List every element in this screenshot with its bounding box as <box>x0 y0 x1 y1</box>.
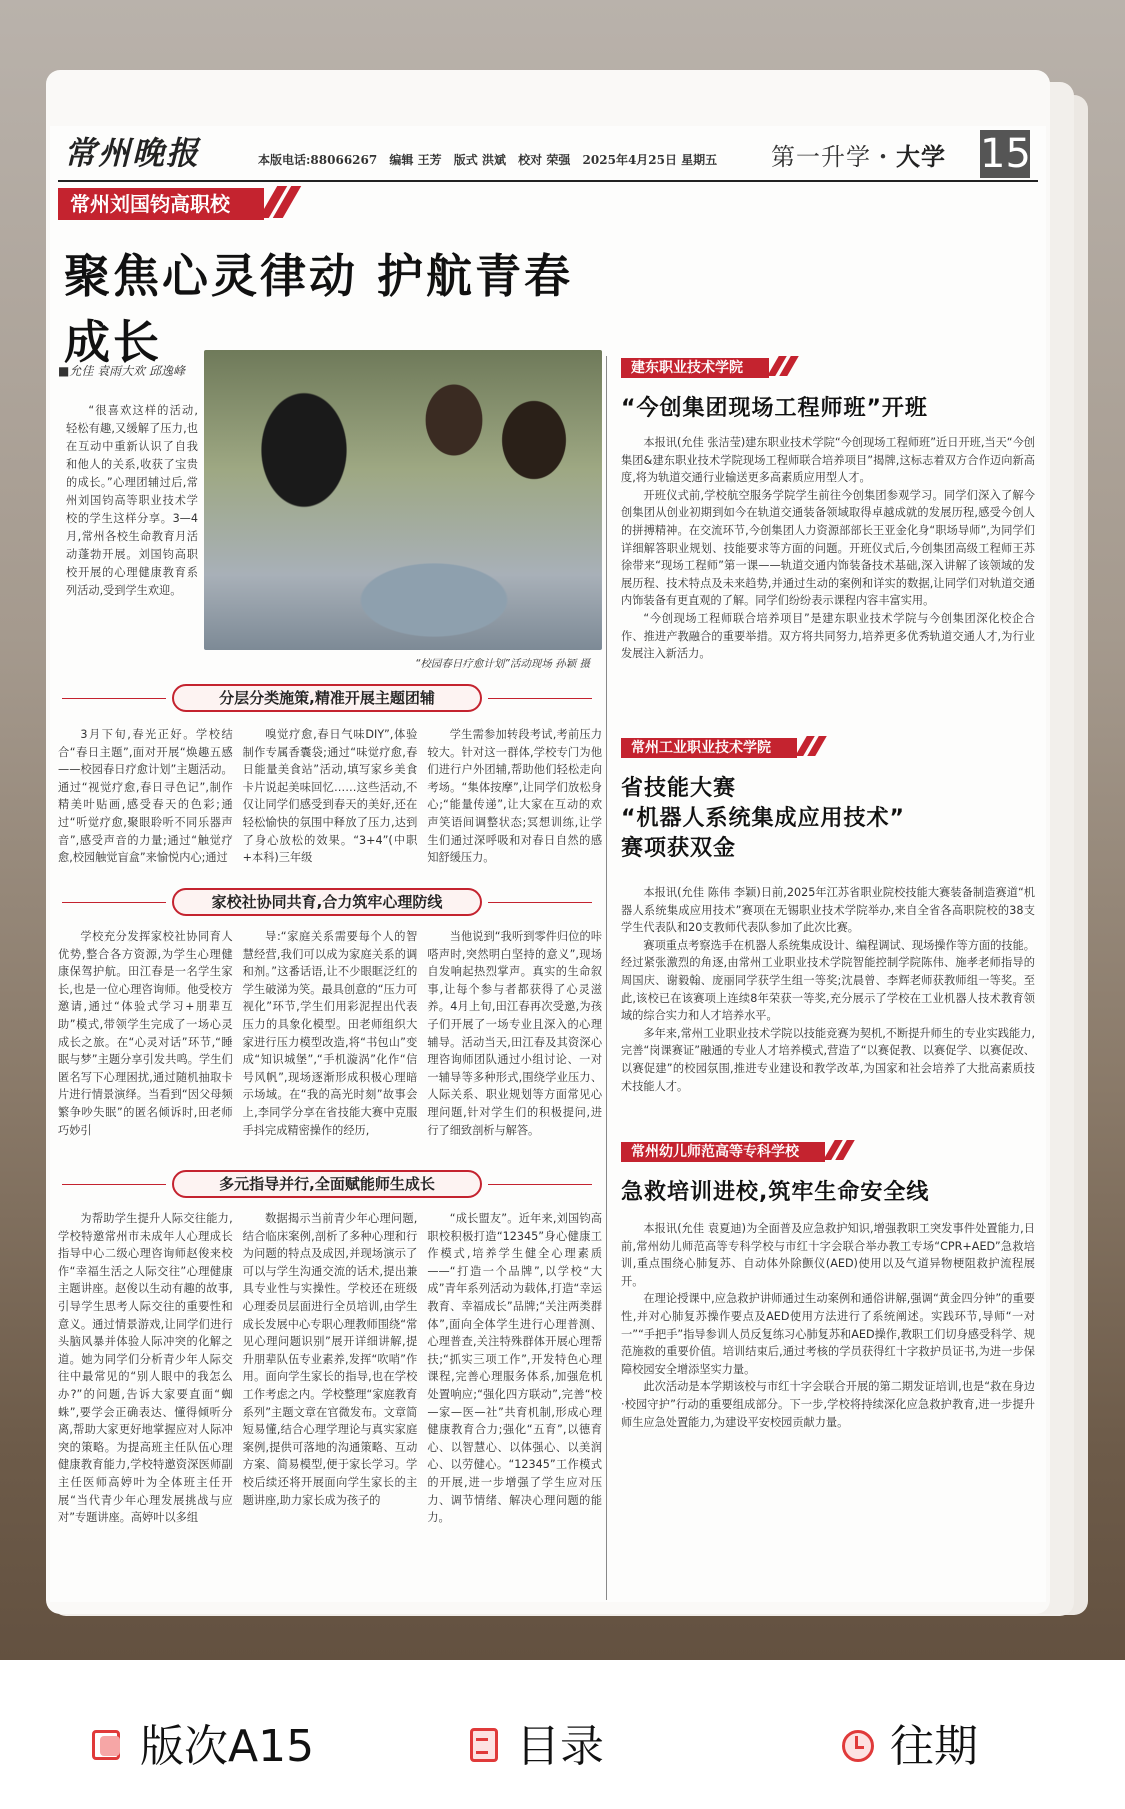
newspaper-page <box>50 126 1046 1602</box>
section-3-col-1 <box>58 1210 233 1536</box>
side-3-banner-row <box>621 1140 1035 1164</box>
masthead-phone: 本版电话:88066267 <box>258 153 378 167</box>
side-2-title <box>621 774 1035 864</box>
toc-tab[interactable] <box>466 1710 604 1774</box>
main-headline: 聚焦心灵律动 护航青春成长 <box>64 249 574 369</box>
side-2-banner-row <box>621 736 1035 760</box>
edition-tab[interactable] <box>90 1710 314 1774</box>
section-2-col-1-text: 学校充分发挥家校社协同育人优势,整合各方资源,为学生心理健康保驾护航。田江春是一名学生家长,也是一位心理咨询师。他受校方邀请,通过“体验式学习+朋辈互助”模式,带领学生完成了一场心灵成长之旅。在“心灵对话”环节,“睡眠与梦”主题分享引发共鸣。学生们匿名写下心理困扰,通过随机抽取卡片进行情景演绎。当看到“因父母频繁争吵失眠”的匿名倾诉时,田老师巧妙引 <box>58 930 233 1137</box>
section-3-col-2-text: 数据揭示当前青少年心理问题,结合临床案例,剖析了多种心理和行为问题的特点及成因,并现场演示了可以与学生沟通交流的话术,提出兼具专业性与实操性。学校还在班级心理委员层面进行全员培训,由学生成长发展中心专职心理教师围绕“常见心理问题识别”展开详细讲解,提升朋辈队伍专业素养,发挥“吹哨”作用。面向学生家长的指导,也在学校工作考虑之内。学校整理“家庭教育系列”主题文章在官微发布。文章简短易懂,结合心理学理论与真实家庭案例,提供可落地的沟通策略、互动方案、简易模型,便于家长学习。学校后续还将开展面向学生家长的主题讲座,助力家长成为孩子的 <box>242 1212 418 1507</box>
section-1-col-2-text: 嗅觉疗愈,春日气味DIY”,体验制作专属香囊袋;通过“味觉疗愈,春日能量美食站”活动,填写家乡美食卡片说起美味回忆……这些活动,不仅让同学们感受到春天的美好,还在轻松愉快的氛围中释放了压力,达到了身心放松的效果。“3+4”(中职+本科)三年级 <box>242 728 418 865</box>
banner-stripes <box>264 186 292 222</box>
section-1-col-1 <box>58 726 233 906</box>
section-3-col-3 <box>427 1210 602 1536</box>
section-1-col-3 <box>427 726 602 906</box>
section-1-col-2 <box>243 726 418 906</box>
side-3-body <box>621 1220 1035 1550</box>
side-3-para-1: 本报讯(允佳 袁夏迪)为全面普及应急救护知识,增强教职工突发事件处置能力,日前,常州幼儿师范高等专科学校与市红十字会联合举办教工专场“CPR+AED”急救培训,重点围绕心肺复苏、自动体外除颤仪(AED)使用以及气道异物梗阻救护流程展开。 <box>621 1222 1035 1288</box>
section-3-body <box>58 1210 602 1536</box>
side-3-para-2: 在理论授课中,应急救护讲师通过生动案例和通俗讲解,强调“黄金四分钟”的重要性,并对心肺复苏操作要点及AED使用方法进行了系统阐述。实践环节,导师“一对一”“手把手”指导参训人员反复练习心肺复苏和AED操作,教职工们切身感受科学、规范施救的重要价值。培训结束后,通过考核的学员获得红十字救护员证书,为进一步保障校园安全增添坚实力量。 <box>621 1292 1035 1376</box>
page-number: 15 <box>980 131 1031 177</box>
section-1-body <box>58 726 602 906</box>
side-column <box>606 356 1034 1600</box>
section-2-col-2 <box>243 928 418 1150</box>
section-1-col-3-text: 学生需参加转段考试,考前压力较大。针对这一群体,学校专门为他们进行户外团辅,帮助他们轻松走向考场。“集体按摩”,让同学们放松身心;“能量传递”,让大家在互动的欢声笑语间调整状态;冥想训练,让学生们通过深呼吸和对春日自然的感知舒缓压力。 <box>427 728 603 865</box>
side-1-banner-row <box>621 356 1035 380</box>
side-article-1 <box>621 356 1035 710</box>
history-icon <box>840 1726 872 1758</box>
bottom-nav-bar <box>0 1660 1125 1809</box>
side-1-para-1: 本报讯(允佳 张洁莹)建东职业技术学院“今创现场工程师班”近日开班,当天“今创集团&建东职业技术学院现场工程师联合培养项目”揭牌,这标志着双方合作迈向新高度,将为轨道交通行业输送更多高素质应用型人才。 <box>621 436 1035 485</box>
section-1-col-1-text: 3月下旬,春光正好。学校结合“春日主题”,面对开展“焕趣五感——校园春日疗愈计划”主题活动。通过“视觉疗愈,春日寻色记”,制作精美叶贴画,感受春天的色彩;通过“听觉疗愈,聚眼聆听不同乐器声音”,感受声音的力量;通过“触觉疗愈,校园触觉盲盒”来愉悦内心;通过 <box>58 728 233 865</box>
section-title <box>771 137 946 172</box>
section-heading-3: 多元指导并行,全面赋能师生成长 <box>172 1170 482 1198</box>
event-photo <box>204 350 602 650</box>
section-prefix: 第一升学・ <box>771 142 896 171</box>
side-1-title: “今创集团现场工程师班”开班 <box>621 396 928 421</box>
newspaper-logo: 常州晚报 <box>64 134 201 172</box>
section-heading-1: 分层分类施策,精准开展主题团辅 <box>172 684 482 712</box>
section-2-col-3-text: 当他说到“我听到零件归位的咔嗒声时,突然明白坚持的意义”,现场自发响起热烈掌声。真实的生命叙事,让每个参与者都获得了心灵滋养。4月上旬,田江春再次受邀,为孩子们开展了一场专业且深入的心理辅导。活动当天,田江春及其资深心理咨询师团队通过小组讨论、一对一辅导等多种形式,围绕学业压力、人际关系、职业规划等方面常见心理问题,针对学生们的积极提问,进行了细致剖析与解答。 <box>427 930 603 1137</box>
masthead-editor: 编辑 王芳 <box>389 153 442 167</box>
side-3-para-3: 此次活动是本学期该校与市红十字会联合开展的第二期发证培训,也是“救在身边·校园守护”行动的重要组成部分。下一步,学校将持续深化应急救护教育,进一步提升师生应急处置能力,为建设平安校园贡献力量。 <box>621 1380 1035 1429</box>
main-school-banner-row <box>58 186 602 222</box>
side-article-2 <box>621 736 1035 1148</box>
side-2-school-banner: 常州工业职业技术学院 <box>621 738 797 758</box>
side-1-para-3: “今创现场工程师联合培养项目”是建东职业技术学院与今创集团深化校企合作、推进产教融合的重要举措。双方将共同努力,培养更多优秀轨道交通人才,为行业发展注入新活力。 <box>621 611 1035 661</box>
side-2-body <box>621 884 1035 1148</box>
side-2-stripes <box>797 736 821 760</box>
side-3-title: 急救培训进校,筑牢生命安全线 <box>621 1180 930 1205</box>
edition-icon <box>90 1726 122 1758</box>
side-2-para-2: 赛项重点考察选手在机器人系统集成设计、编程调试、现场操作等方面的技能。经过紧张激烈的角逐,由常州工业职业技术学院智能控制学院陈伟、施孝老师指导的周国庆、谢毅翰、庞丽同学获学生组一等奖;沈晨曾、李辉老师获教师组一等奖。至此,该校已在该赛项上连续8年荣获一等奖,充分展示了学校在工业机器人技术教育领域的综合实力和人才培养水平。 <box>621 938 1035 1023</box>
edition-label: 版次A15 <box>140 1721 315 1772</box>
main-byline: ■允佳 袁雨大欢 邱逸峰 <box>58 364 185 378</box>
photo-caption: “校园春日疗愈计划”活动现场 孙颖 摄 <box>414 658 590 670</box>
side-2-title-line-2: “机器人系统集成应用技术” <box>621 806 905 831</box>
main-article <box>58 186 602 1546</box>
masthead <box>58 126 1038 182</box>
side-3-school-banner: 常州幼儿师范高等专科学校 <box>621 1142 825 1162</box>
side-2-para-1: 本报讯(允佳 陈伟 李颖)日前,2025年江苏省职业院校技能大赛装备制造赛道“机器人系统集成应用技术”赛项在无锡职业技术学院举办,来自全省各高职院校的38支学生代表队和20支教师代表队参加了此次比赛。 <box>621 886 1035 935</box>
side-3-stripes <box>825 1140 849 1164</box>
toc-icon <box>466 1726 498 1758</box>
history-label: 往期 <box>890 1721 978 1772</box>
section-heading-2: 家校社协同共育,合力筑牢心理防线 <box>172 888 482 916</box>
section-2-col-2-text: 导:“家庭关系需要每个人的智慧经营,我们可以成为家庭关系的调和剂。”这番话语,让不少眼眶泛红的学生破涕为笑。最具创意的“压力可视化”环节,学生们用彩泥捏出代表压力的具象化模型。田老师组织大家进行压力模型改造,将“书包山”变成“知识城堡”,“手机漩涡”化作“信号风帆”,现场逐渐形成积极心理暗示场域。在“我的高光时刻”故事会上,李同学分享在省技能大赛中克服手抖完成精密操作的经历, <box>242 930 418 1137</box>
masthead-proof: 校对 荣强 <box>518 153 571 167</box>
section-bold: 大学 <box>896 142 946 171</box>
section-3-col-1-text: 为帮助学生提升人际交往能力,学校特邀常州市未成年人心理成长指导中心二级心理咨询师赵俊来校作“幸福生活之人际交往”心理健康主题讲座。赵俊以生动有趣的故事,引导学生思考人际交往的重要性和意义。通过情景游戏,让同学们进行头脑风暴并体验人际冲突的化解之道。她为同学们分析青少年人际交往中最常见的“别人眼中的我怎么办?”的问题,告诉大家要直面“蜘蛛”,要学会正确表达、懂得倾听分离,帮助大家更好地掌握应对人际冲突的策略。为提高班主任队伍心理健康教育能力,学校特邀资深医师副主任医师高婷叶为全体班主任开展“当代青少年心理发展挑战与应对”专题讲座。高婷叶以多组 <box>58 1212 233 1525</box>
section-3-col-2 <box>243 1210 418 1536</box>
main-school-banner: 常州刘国钧高职校 <box>58 188 264 220</box>
side-1-stripes <box>769 356 793 380</box>
side-1-para-2: 开班仪式前,学校航空服务学院学生前往今创集团参观学习。同学们深入了解今创集团从创业初期到如今在轨道交通装备领域取得卓越成就的发展历程,感受今创人的拼搏精神。在交流环节,今创集团人力资源部部长王亚金化身“职场导师”,为同学们详细解答职业规划、技能要求等方面的问题。开班仪式后,今创集团高级工程师王苏徐带来“现场工程师”第一课——轨道交通内饰装备技术基础,深入讲解了该领域的发展历程、技术特点及未来趋势,并通过生动的案例和详实的数据,让同学们对轨道交通内饰装备有更直观的了解。同学们纷纷表示课程内容丰富实用。 <box>621 488 1035 608</box>
masthead-section <box>771 130 1030 178</box>
side-2-title-line-3: 赛项获双金 <box>621 836 737 861</box>
side-article-3 <box>621 1140 1035 1550</box>
newspaper-viewer[interactable] <box>46 70 1050 1614</box>
section-2-col-1 <box>58 928 233 1150</box>
section-2-body <box>58 928 602 1150</box>
side-1-body <box>621 434 1035 710</box>
history-tab[interactable] <box>840 1710 978 1774</box>
side-2-title-line-1: 省技能大赛 <box>621 776 737 801</box>
masthead-date: 2025年4月25日 星期五 <box>582 153 718 167</box>
masthead-info <box>258 151 725 180</box>
side-1-school-banner: 建东职业技术学院 <box>621 358 769 378</box>
section-2-col-3 <box>427 928 602 1150</box>
masthead-layout: 版式 洪斌 <box>453 153 506 167</box>
main-lead: “很喜欢这样的活动,轻松有趣,又缓解了压力,也在互动中重新认识了自我和他人的关系,收获了宝贵的成长。”心理团辅过后,常州刘国钧高等职业技术学校的学生这样分享。3—4月,常州各校生命教育月活动蓬勃开展。刘国钧高职校开展的心理健康教育系列活动,受到学生欢迎。 <box>66 404 198 597</box>
section-3-col-3-text: “成长盟友”。近年来,刘国钧高职校积极打造“12345”身心健康工作模式,培养学生健全心理素质——“打造一个品牌”,以学校“大成”青年系列活动为载体,打造“幸运教育、幸福成长”品牌;“关注两类群体”,面向全体学生进行心理普测、心理普查,关注特殊群体开展心理帮扶;“抓实三项工作”,开发特色心理课程,完善心理服务体系,加强危机处置响应;“强化四方联动”,完善“校—家—医—社”共育机制,形成心理健康教育合力;强化“五育”,以德育心、以智慧心、以体强心、以美润心、以劳健心。“12345”工作模式的开展,进一步增强了学生应对压力、调节情绪、解决心理问题的能力。 <box>427 1212 603 1525</box>
toc-label: 目录 <box>516 1721 604 1772</box>
side-2-para-3: 多年来,常州工业职业技术学院以技能竞赛为契机,不断提升师生的专业实践能力,完善“岗课赛证”融通的专业人才培养模式,营造了“以赛促教、以赛促学、以赛促改、以赛促建”的校园氛围,推进专业建设和教学改革,为国家和社会培养了大批高素质技术技能人才。 <box>621 1026 1035 1093</box>
